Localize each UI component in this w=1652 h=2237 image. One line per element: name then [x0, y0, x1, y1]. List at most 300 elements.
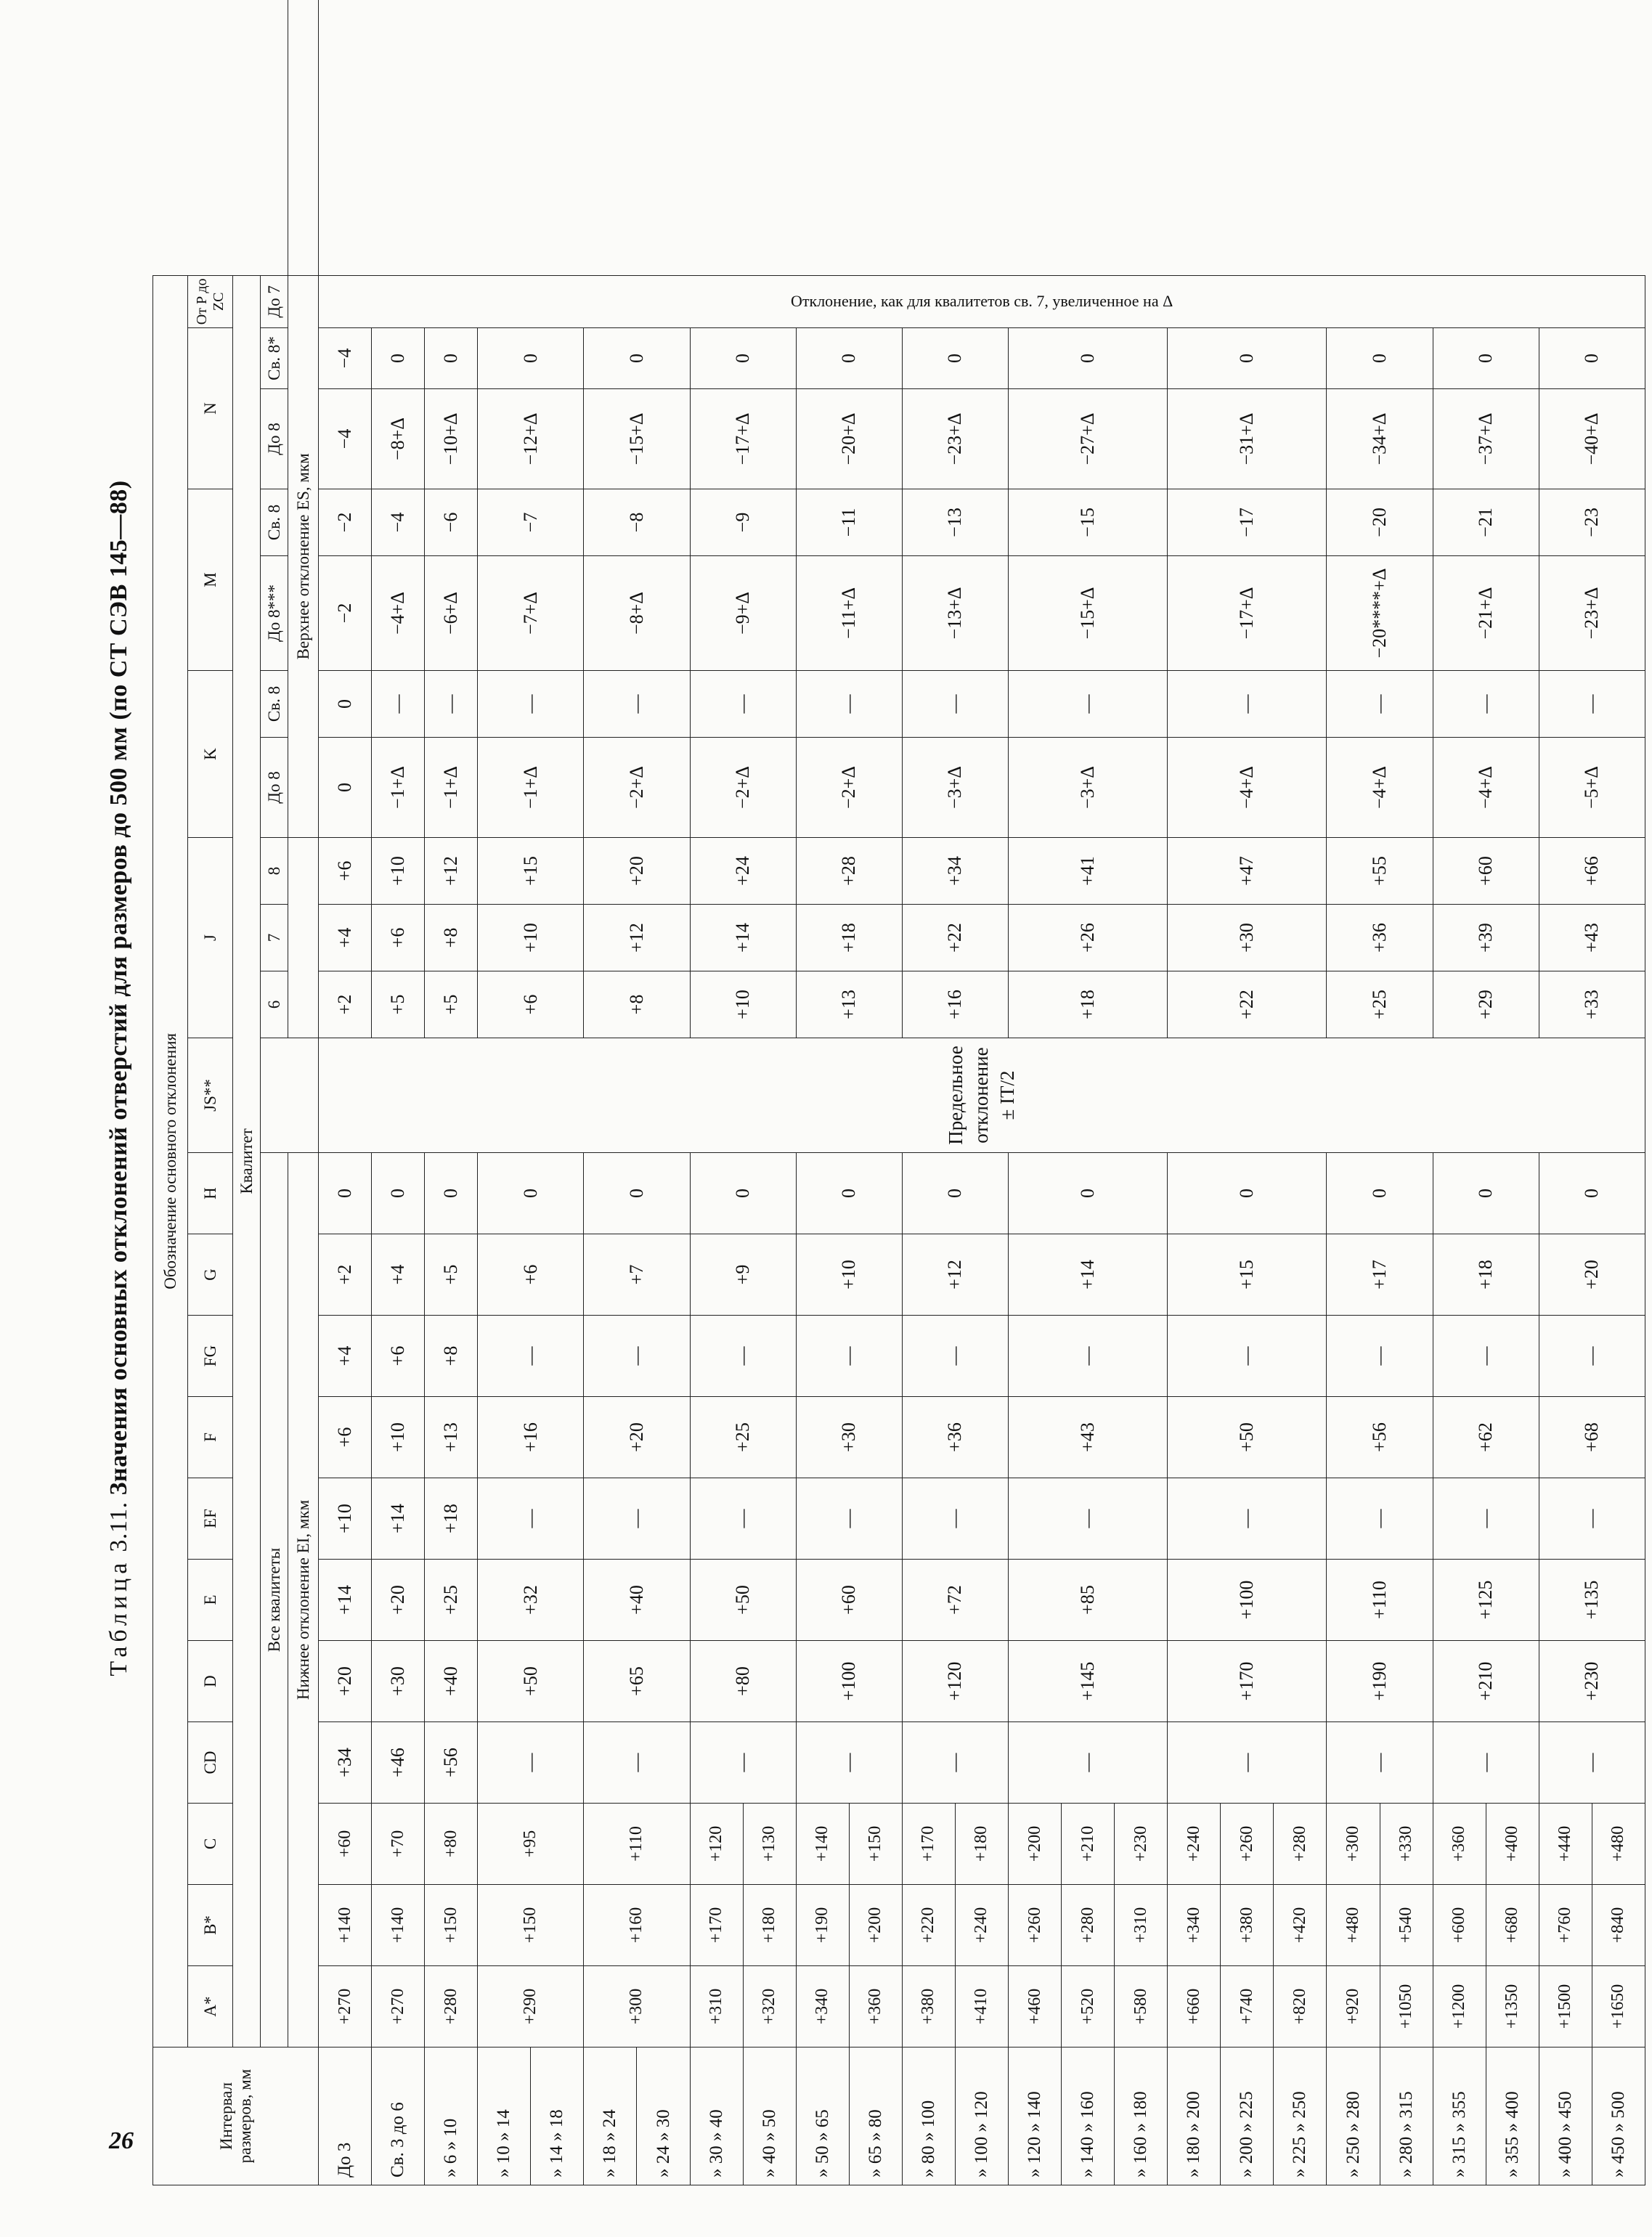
caption-number: 3.11. — [105, 1501, 132, 1552]
col-M: M — [188, 489, 233, 671]
col-K: K — [188, 671, 233, 838]
cell-FG: — — [690, 1316, 796, 1397]
cell-G: +7 — [584, 1234, 690, 1316]
cell-J8: +55 — [1327, 838, 1433, 905]
cell-EF: — — [796, 1478, 902, 1560]
cell-N2: 0 — [1009, 328, 1168, 389]
cell-CD: — — [690, 1722, 796, 1804]
interval-cell: До 3 — [319, 2047, 372, 2185]
cell-G: +17 — [1327, 1234, 1433, 1316]
cell-D: +120 — [902, 1641, 1008, 1722]
cell-M1: −11+Δ — [796, 556, 902, 671]
col-FG: FG — [188, 1316, 233, 1397]
cell-EF: — — [690, 1478, 796, 1560]
cell-J8: +41 — [1009, 838, 1168, 905]
cell-K1: −2+Δ — [690, 738, 796, 838]
cell-N1: −27+Δ — [1009, 389, 1168, 489]
cell-C: +210 — [1062, 1804, 1115, 1885]
cell-J6: +8 — [584, 971, 690, 1038]
cell-J8: +20 — [584, 838, 690, 905]
cell-F: +56 — [1327, 1397, 1433, 1478]
cell-C: +95 — [478, 1804, 584, 1885]
cell-FG: — — [902, 1316, 1008, 1397]
cell-M2: −15 — [1009, 489, 1168, 556]
col-F: F — [188, 1397, 233, 1478]
cell-A: +580 — [1115, 1966, 1168, 2047]
j-deviation-blank — [288, 838, 319, 1038]
cell-G: +4 — [372, 1234, 425, 1316]
cell-CD: — — [1539, 1722, 1645, 1804]
qual-m-over8: Св. 8 — [261, 489, 288, 556]
cell-H: 0 — [425, 1153, 478, 1234]
cell-K1: −2+Δ — [796, 738, 902, 838]
cell-A: +1650 — [1592, 1966, 1645, 2047]
cell-F: +16 — [478, 1397, 584, 1478]
cell-B: +150 — [425, 1885, 478, 1966]
cell-H: 0 — [584, 1153, 690, 1234]
cell-J8: +12 — [425, 838, 478, 905]
cell-K2: — — [1168, 671, 1327, 738]
cell-J8: +10 — [372, 838, 425, 905]
cell-EF: — — [584, 1478, 690, 1560]
cell-C: +230 — [1115, 1804, 1168, 1885]
cell-B: +180 — [743, 1885, 796, 1966]
cell-J6: +10 — [690, 971, 796, 1038]
cell-J7: +43 — [1539, 905, 1645, 971]
cell-C: +80 — [425, 1804, 478, 1885]
cell-M2: −6 — [425, 489, 478, 556]
cell-N1: −40+Δ — [1539, 389, 1645, 489]
cell-C: +360 — [1433, 1804, 1486, 1885]
cell-D: +20 — [319, 1641, 372, 1722]
cell-N2: 0 — [796, 328, 902, 389]
cell-B: +160 — [584, 1885, 690, 1966]
cell-K2: — — [1009, 671, 1168, 738]
cell-K1: 0 — [319, 738, 372, 838]
cell-K2: — — [372, 671, 425, 738]
cell-J7: +10 — [478, 905, 584, 971]
js-note-cell: Предельное отклонение ± IT/2 — [319, 1038, 1645, 1153]
cell-C: +180 — [955, 1804, 1008, 1885]
cell-FG: — — [1327, 1316, 1433, 1397]
cell-K1: −2+Δ — [584, 738, 690, 838]
cell-E: +40 — [584, 1560, 690, 1641]
cell-J8: +28 — [796, 838, 902, 905]
cell-E: +50 — [690, 1560, 796, 1641]
qual-k-over8: Св. 8 — [261, 671, 288, 738]
cell-D: +65 — [584, 1641, 690, 1722]
cell-J6: +5 — [372, 971, 425, 1038]
cell-A: +410 — [955, 1966, 1008, 2047]
cell-A: +280 — [425, 1966, 478, 2047]
cell-H: 0 — [319, 1153, 372, 1234]
upper-deviation-header: Верхнее отклонение ES, мкм — [288, 275, 319, 837]
cell-CD: +46 — [372, 1722, 425, 1804]
cell-D: +40 — [425, 1641, 478, 1722]
cell-E: +32 — [478, 1560, 584, 1641]
cell-J8: +47 — [1168, 838, 1327, 905]
cell-E: +135 — [1539, 1560, 1645, 1641]
cell-K1: −3+Δ — [1009, 738, 1168, 838]
cell-M2: −17 — [1168, 489, 1327, 556]
cell-FG: +4 — [319, 1316, 372, 1397]
cell-E: +72 — [902, 1560, 1008, 1641]
cell-CD: — — [796, 1722, 902, 1804]
caption-title: Значения основных отклонений отверстий для размеров до 500 мм (по СТ СЭВ 145—88) — [105, 480, 132, 1496]
cell-CD: +56 — [425, 1722, 478, 1804]
cell-B: +380 — [1221, 1885, 1274, 1966]
header-row-qual-values — [261, 0, 288, 2185]
cell-J6: +13 — [796, 971, 902, 1038]
cell-J8: +6 — [319, 838, 372, 905]
cell-N1: −20+Δ — [796, 389, 902, 489]
cell-G: +20 — [1539, 1234, 1645, 1316]
col-G: G — [188, 1234, 233, 1316]
cell-M1: −15+Δ — [1009, 556, 1168, 671]
cell-A: +380 — [902, 1966, 955, 2047]
interval-cell: » 50 » 65 — [796, 2047, 849, 2185]
cell-C: +150 — [849, 1804, 902, 1885]
cell-EF: — — [1539, 1478, 1645, 1560]
col-P-ZC: От P до ZC — [188, 275, 233, 327]
cell-M1: −4+Δ — [372, 556, 425, 671]
interval-cell: » 450 » 500 — [1592, 2047, 1645, 2185]
cell-A: +1350 — [1486, 1966, 1539, 2047]
cell-A: +520 — [1062, 1966, 1115, 2047]
cell-M1: −8+Δ — [584, 556, 690, 671]
cell-A: +300 — [584, 1966, 690, 2047]
cell-K2: — — [584, 671, 690, 738]
cell-A: +270 — [319, 1966, 372, 2047]
cell-D: +100 — [796, 1641, 902, 1722]
interval-cell: » 180 » 200 — [1168, 2047, 1221, 2185]
cell-N1: −37+Δ — [1433, 389, 1539, 489]
cell-K2: — — [690, 671, 796, 738]
table-caption — [105, 0, 149, 2185]
cell-G: +5 — [425, 1234, 478, 1316]
cell-J7: +4 — [319, 905, 372, 971]
interval-cell: » 120 » 140 — [1009, 2047, 1062, 2185]
cell-CD: — — [1327, 1722, 1433, 1804]
cell-FG: — — [796, 1316, 902, 1397]
cell-M1: −9+Δ — [690, 556, 796, 671]
cell-B: +240 — [955, 1885, 1008, 1966]
cell-J6: +2 — [319, 971, 372, 1038]
cell-A: +740 — [1221, 1966, 1274, 2047]
cell-EF: +14 — [372, 1478, 425, 1560]
cell-J7: +22 — [902, 905, 1008, 971]
cell-K2: — — [425, 671, 478, 738]
col-J: J — [188, 838, 233, 1038]
cell-J7: +30 — [1168, 905, 1327, 971]
cell-B: +540 — [1380, 1885, 1433, 1966]
col-E: E — [188, 1560, 233, 1641]
cell-D: +210 — [1433, 1641, 1539, 1722]
col-N: N — [188, 328, 233, 489]
cell-H: 0 — [1009, 1153, 1168, 1234]
cell-K1: −4+Δ — [1433, 738, 1539, 838]
cell-H: 0 — [796, 1153, 902, 1234]
cell-M1: −7+Δ — [478, 556, 584, 671]
interval-cell: » 280 » 315 — [1380, 2047, 1433, 2185]
cell-F: +36 — [902, 1397, 1008, 1478]
qual-n-over8: Св. 8* — [261, 328, 288, 389]
cell-J8: +15 — [478, 838, 584, 905]
cell-G: +2 — [319, 1234, 372, 1316]
cell-M1: −21+Δ — [1433, 556, 1539, 671]
cell-C: +480 — [1592, 1804, 1645, 1885]
qualitet-header: Квалитет — [233, 275, 261, 2047]
cell-EF: — — [902, 1478, 1008, 1560]
cell-J8: +34 — [902, 838, 1008, 905]
qual-n-to8: До 8 — [261, 389, 288, 489]
cell-M2: −23 — [1539, 489, 1645, 556]
cell-M2: −2 — [319, 489, 372, 556]
caption-table-word: Таблица — [105, 1558, 132, 1676]
cell-F: +13 — [425, 1397, 478, 1478]
deviations-table — [152, 0, 1645, 2185]
cell-N1: −10+Δ — [425, 389, 478, 489]
cell-A: +310 — [690, 1966, 743, 2047]
interval-cell: » 400 » 450 — [1539, 2047, 1592, 2185]
cell-N1: −8+Δ — [372, 389, 425, 489]
cell-D: +50 — [478, 1641, 584, 1722]
cell-N1: −12+Δ — [478, 389, 584, 489]
cell-B: +310 — [1115, 1885, 1168, 1966]
header-row-designation — [153, 0, 188, 2185]
cell-B: +420 — [1274, 1885, 1327, 1966]
cell-M1: −23+Δ — [1539, 556, 1645, 671]
cell-E: +20 — [372, 1560, 425, 1641]
cell-EF: — — [1327, 1478, 1433, 1560]
cell-EF: +18 — [425, 1478, 478, 1560]
interval-cell: » 80 » 100 — [902, 2047, 955, 2185]
cell-H: 0 — [902, 1153, 1008, 1234]
cell-N1: −34+Δ — [1327, 389, 1433, 489]
cell-FG: — — [1539, 1316, 1645, 1397]
cell-H: 0 — [1433, 1153, 1539, 1234]
qual-j6: 6 — [261, 971, 288, 1038]
cell-C: +240 — [1168, 1804, 1221, 1885]
cell-A: +460 — [1009, 1966, 1062, 2047]
cell-K2: — — [1327, 671, 1433, 738]
interval-cell: » 24 » 30 — [637, 2047, 690, 2185]
cell-C: +440 — [1539, 1804, 1592, 1885]
cell-F: +62 — [1433, 1397, 1539, 1478]
cell-H: 0 — [1327, 1153, 1433, 1234]
cell-FG: — — [584, 1316, 690, 1397]
cell-A: +1500 — [1539, 1966, 1592, 2047]
cell-E: +100 — [1168, 1560, 1327, 1641]
col-JS: JS** — [188, 1038, 233, 1153]
cell-G: +15 — [1168, 1234, 1327, 1316]
interval-cell: » 140 » 160 — [1062, 2047, 1115, 2185]
cell-F: +6 — [319, 1397, 372, 1478]
cell-C: +330 — [1380, 1804, 1433, 1885]
cell-D: +230 — [1539, 1641, 1645, 1722]
cell-G: +18 — [1433, 1234, 1539, 1316]
cell-J6: +33 — [1539, 971, 1645, 1038]
cell-K1: −4+Δ — [1327, 738, 1433, 838]
cell-A: +920 — [1327, 1966, 1380, 2047]
cell-CD: — — [584, 1722, 690, 1804]
interval-cell: » 65 » 80 — [849, 2047, 902, 2185]
cell-E: +85 — [1009, 1560, 1168, 1641]
cell-F: +20 — [584, 1397, 690, 1478]
interval-cell: » 250 » 280 — [1327, 2047, 1380, 2185]
cell-EF: — — [1168, 1478, 1327, 1560]
cell-K1: −4+Δ — [1168, 738, 1327, 838]
cell-N1: −31+Δ — [1168, 389, 1327, 489]
cell-C: +110 — [584, 1804, 690, 1885]
cell-J7: +26 — [1009, 905, 1168, 971]
cell-D: +170 — [1168, 1641, 1327, 1722]
qual-pzc: До 7 — [261, 275, 288, 327]
cell-EF: — — [1009, 1478, 1168, 1560]
interval-cell: » 100 » 120 — [955, 2047, 1008, 2185]
cell-A: +820 — [1274, 1966, 1327, 2047]
cell-J6: +6 — [478, 971, 584, 1038]
cell-N2: −4 — [319, 328, 372, 389]
header-row-letters — [188, 0, 233, 2185]
cell-J7: +12 — [584, 905, 690, 971]
cell-B: +680 — [1486, 1885, 1539, 1966]
designation-header: Обозначение основного отклонения — [153, 275, 188, 2047]
cell-C: +120 — [690, 1804, 743, 1885]
cell-H: 0 — [478, 1153, 584, 1234]
cell-CD: +34 — [319, 1722, 372, 1804]
interval-cell: Св. 3 до 6 — [372, 2047, 425, 2185]
cell-CD: — — [1433, 1722, 1539, 1804]
cell-M1: −13+Δ — [902, 556, 1008, 671]
cell-K1: −1+Δ — [478, 738, 584, 838]
cell-B: +340 — [1168, 1885, 1221, 1966]
interval-cell: » 355 » 400 — [1486, 2047, 1539, 2185]
cell-H: 0 — [372, 1153, 425, 1234]
cell-B: +840 — [1592, 1885, 1645, 1966]
cell-F: +10 — [372, 1397, 425, 1478]
cell-C: +400 — [1486, 1804, 1539, 1885]
cell-N2: 0 — [584, 328, 690, 389]
cell-B: +260 — [1009, 1885, 1062, 1966]
cell-J8: +60 — [1433, 838, 1539, 905]
cell-N2: 0 — [425, 328, 478, 389]
cell-C: +130 — [743, 1804, 796, 1885]
interval-cell: » 315 » 355 — [1433, 2047, 1486, 2185]
cell-FG: — — [1009, 1316, 1168, 1397]
cell-E: +25 — [425, 1560, 478, 1641]
cell-A: +290 — [478, 1966, 584, 2047]
cell-N2: 0 — [1539, 328, 1645, 389]
col-D: D — [188, 1641, 233, 1722]
cell-C: +300 — [1327, 1804, 1380, 1885]
cell-C: +70 — [372, 1804, 425, 1885]
cell-N2: 0 — [478, 328, 584, 389]
cell-K2: — — [796, 671, 902, 738]
qual-k-to8: До 8 — [261, 738, 288, 838]
interval-header: Интервал размеров, мм — [153, 2047, 319, 2185]
cell-J6: +29 — [1433, 971, 1539, 1038]
cell-D: +145 — [1009, 1641, 1168, 1722]
cell-EF: +10 — [319, 1478, 372, 1560]
cell-M2: −7 — [478, 489, 584, 556]
cell-N1: −15+Δ — [584, 389, 690, 489]
cell-J6: +18 — [1009, 971, 1168, 1038]
cell-D: +190 — [1327, 1641, 1433, 1722]
cell-C: +200 — [1009, 1804, 1062, 1885]
cell-M2: −9 — [690, 489, 796, 556]
cell-CD: — — [1009, 1722, 1168, 1804]
cell-K2: — — [1539, 671, 1645, 738]
cell-J7: +14 — [690, 905, 796, 971]
cell-C: +140 — [796, 1804, 849, 1885]
cell-F: +30 — [796, 1397, 902, 1478]
cell-B: +480 — [1327, 1885, 1380, 1966]
cell-E: +14 — [319, 1560, 372, 1641]
header-row-qualitet — [233, 0, 261, 2185]
cell-M1: −20****+Δ — [1327, 556, 1433, 671]
cell-J6: +22 — [1168, 971, 1327, 1038]
cell-G: +12 — [902, 1234, 1008, 1316]
interval-cell: » 6 » 10 — [425, 2047, 478, 2185]
cell-A: +340 — [796, 1966, 849, 2047]
cell-B: +760 — [1539, 1885, 1592, 1966]
cell-J6: +16 — [902, 971, 1008, 1038]
cell-J6: +5 — [425, 971, 478, 1038]
cell-A: +320 — [743, 1966, 796, 2047]
cell-H: 0 — [1168, 1153, 1327, 1234]
cell-J8: +66 — [1539, 838, 1645, 905]
cell-M2: −4 — [372, 489, 425, 556]
cell-C: +260 — [1221, 1804, 1274, 1885]
cell-M2: −11 — [796, 489, 902, 556]
all-qualitets-header: Все квалитеты — [261, 1153, 288, 2047]
cell-N1: −17+Δ — [690, 389, 796, 489]
pzc-note-cell: Отклонение, как для квалитетов св. 7, увеличенное на Δ — [319, 275, 1645, 327]
cell-FG: — — [478, 1316, 584, 1397]
interval-cell: » 160 » 180 — [1115, 2047, 1168, 2185]
cell-B: +220 — [902, 1885, 955, 1966]
page-number: 26 — [109, 2127, 134, 2154]
interval-cell: » 10 » 14 — [478, 2047, 531, 2185]
cell-N2: 0 — [1168, 328, 1327, 389]
cell-B: +170 — [690, 1885, 743, 1966]
cell-B: +280 — [1062, 1885, 1115, 1966]
table-row — [319, 0, 372, 2185]
cell-A: +1050 — [1380, 1966, 1433, 2047]
qual-m-to8: До 8*** — [261, 556, 288, 671]
cell-A: +660 — [1168, 1966, 1221, 2047]
cell-K2: — — [1433, 671, 1539, 738]
cell-K2: 0 — [319, 671, 372, 738]
cell-M2: −20 — [1327, 489, 1433, 556]
cell-CD: — — [478, 1722, 584, 1804]
col-C: C — [188, 1804, 233, 1885]
cell-K1: −1+Δ — [372, 738, 425, 838]
cell-F: +43 — [1009, 1397, 1168, 1478]
cell-CD: — — [1168, 1722, 1327, 1804]
cell-N2: 0 — [372, 328, 425, 389]
cell-C: +60 — [319, 1804, 372, 1885]
cell-F: +50 — [1168, 1397, 1327, 1478]
cell-J6: +25 — [1327, 971, 1433, 1038]
cell-FG: +6 — [372, 1316, 425, 1397]
col-EF: EF — [188, 1478, 233, 1560]
rotated-page-content — [102, 0, 1652, 2185]
cell-B: +600 — [1433, 1885, 1486, 1966]
cell-CD: — — [902, 1722, 1008, 1804]
cell-B: +190 — [796, 1885, 849, 1966]
